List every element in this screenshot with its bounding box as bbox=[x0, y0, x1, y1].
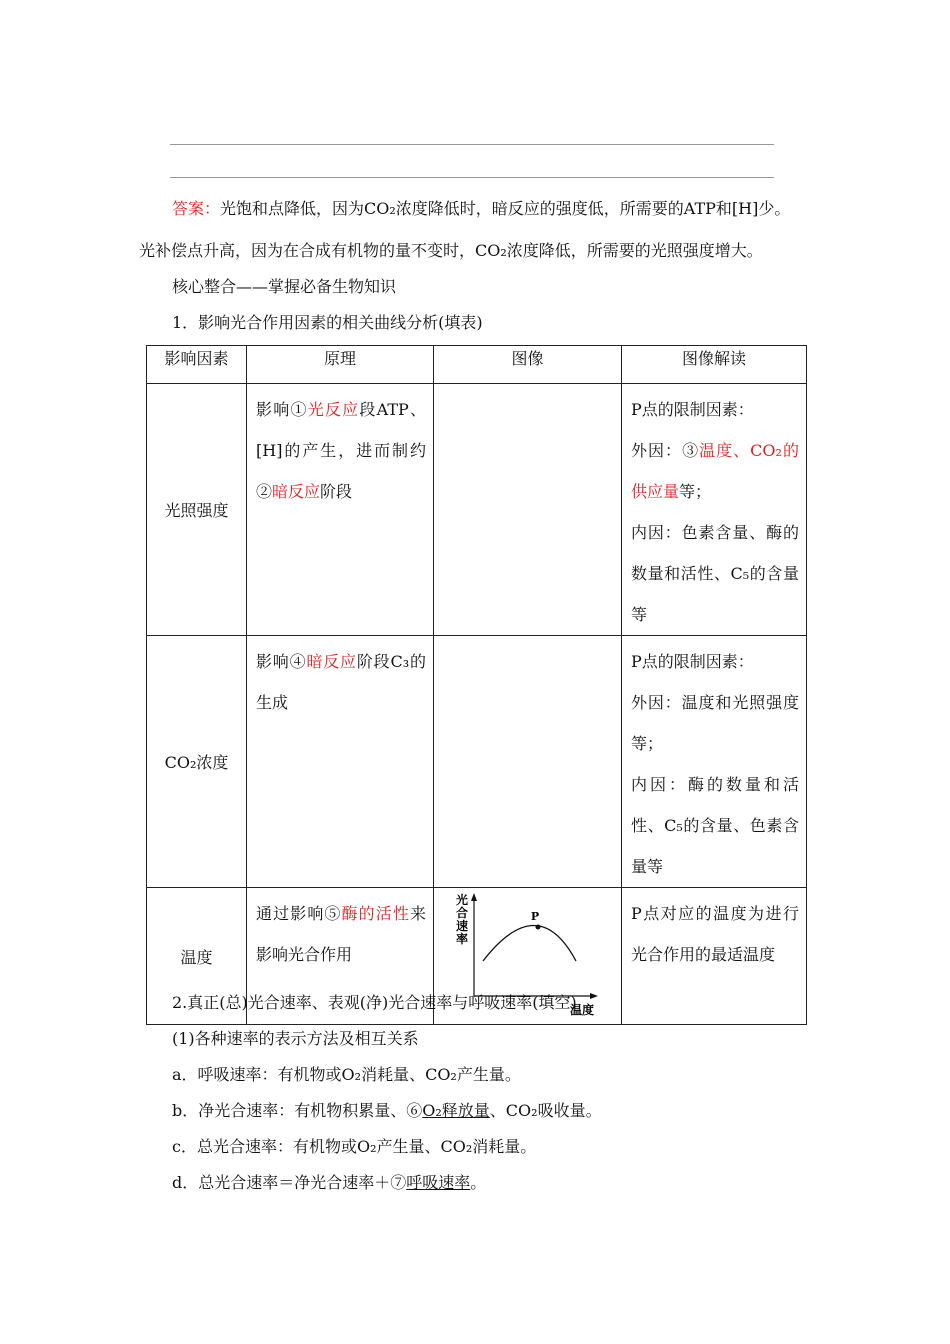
section-heading: 核心整合——掌握必备生物知识 bbox=[172, 277, 397, 296]
factors-table bbox=[146, 345, 807, 1025]
interp-temperature: P点对应的温度为进行光合作用的最适温度 bbox=[622, 888, 807, 1025]
sub1-title: (1)各种速率的表示方法及相互关系 bbox=[172, 1029, 419, 1048]
image-light bbox=[434, 384, 622, 636]
principle-temperature: 通过影响⑤酶的活性来影响光合作用 bbox=[247, 888, 434, 1025]
image-co2 bbox=[434, 636, 622, 888]
header-principle: 原理 bbox=[247, 346, 434, 384]
line-d: d．总光合速率＝净光合速率＋⑦呼吸速率。 bbox=[172, 1173, 487, 1192]
graph-ylabel-char: 合 bbox=[455, 906, 469, 920]
header-factor: 影响因素 bbox=[147, 346, 247, 384]
blank-answer-6: O₂释放量 bbox=[422, 1101, 490, 1120]
factor-co2: CO₂浓度 bbox=[147, 636, 247, 888]
table-row-co2 bbox=[147, 636, 807, 888]
answer-line-2: 光补偿点升高，因为在合成有机物的量不变时，CO₂浓度降低，所需要的光照强度增大。 bbox=[139, 241, 763, 260]
header-interpretation: 图像解读 bbox=[622, 346, 807, 384]
graph-ylabel-char: 率 bbox=[455, 932, 469, 946]
table-row-light bbox=[147, 384, 807, 636]
header-image: 图像 bbox=[434, 346, 622, 384]
line-a: a．呼吸速率：有机物或O₂消耗量、CO₂产生量。 bbox=[172, 1065, 521, 1084]
point-label: P bbox=[530, 910, 540, 923]
blank-answer-7: 呼吸速率 bbox=[406, 1173, 471, 1192]
rate-curve bbox=[483, 926, 576, 962]
blank-rule-2 bbox=[170, 177, 774, 178]
answer-line-1 bbox=[172, 198, 790, 220]
item2-title: 2.真正(总)光合速率、表观(净)光合速率与呼吸速率(填空) bbox=[172, 993, 577, 1012]
line-c: c．总光合速率：有机物或O₂产生量、CO₂消耗量。 bbox=[172, 1137, 537, 1156]
answer-text-1: 光饱和点降低，因为CO₂浓度降低时，暗反应的强度低，所需要的ATP和[H]少。 bbox=[220, 199, 791, 218]
table-header-row bbox=[147, 346, 807, 384]
interp-co2: P点的限制因素： 外因：温度和光照强度等； 内因：酶的数量和活性、C₅的含量、色素含量等 bbox=[622, 636, 807, 888]
factor-light: 光照强度 bbox=[147, 384, 247, 636]
blank-rule-1 bbox=[170, 144, 774, 145]
factor-temperature: 温度 bbox=[147, 888, 247, 1025]
graph-ylabel bbox=[456, 892, 468, 946]
item1-title: 1．影响光合作用因素的相关曲线分析(填表) bbox=[172, 313, 483, 332]
principle-light: 影响①光反应段ATP、[H]的产生，进而制约②暗反应阶段 bbox=[247, 384, 434, 636]
interp-light: P点的限制因素： 外因：③温度、CO₂的供应量等； 内因：色素含量、酶的数量和活性、C₅的含量等 bbox=[622, 384, 807, 636]
principle-co2: 影响④暗反应阶段C₃的生成 bbox=[247, 636, 434, 888]
graph-ylabel-char: 光 bbox=[455, 893, 469, 907]
line-b: b．净光合速率：有机物积累量、⑥O₂释放量、CO₂吸收量。 bbox=[172, 1101, 602, 1120]
graph-ylabel-char: 速 bbox=[455, 919, 469, 933]
optimum-point bbox=[536, 925, 541, 930]
graph-xlabel: 温度 bbox=[569, 1003, 595, 1017]
answer-label: 答案： bbox=[172, 199, 221, 218]
